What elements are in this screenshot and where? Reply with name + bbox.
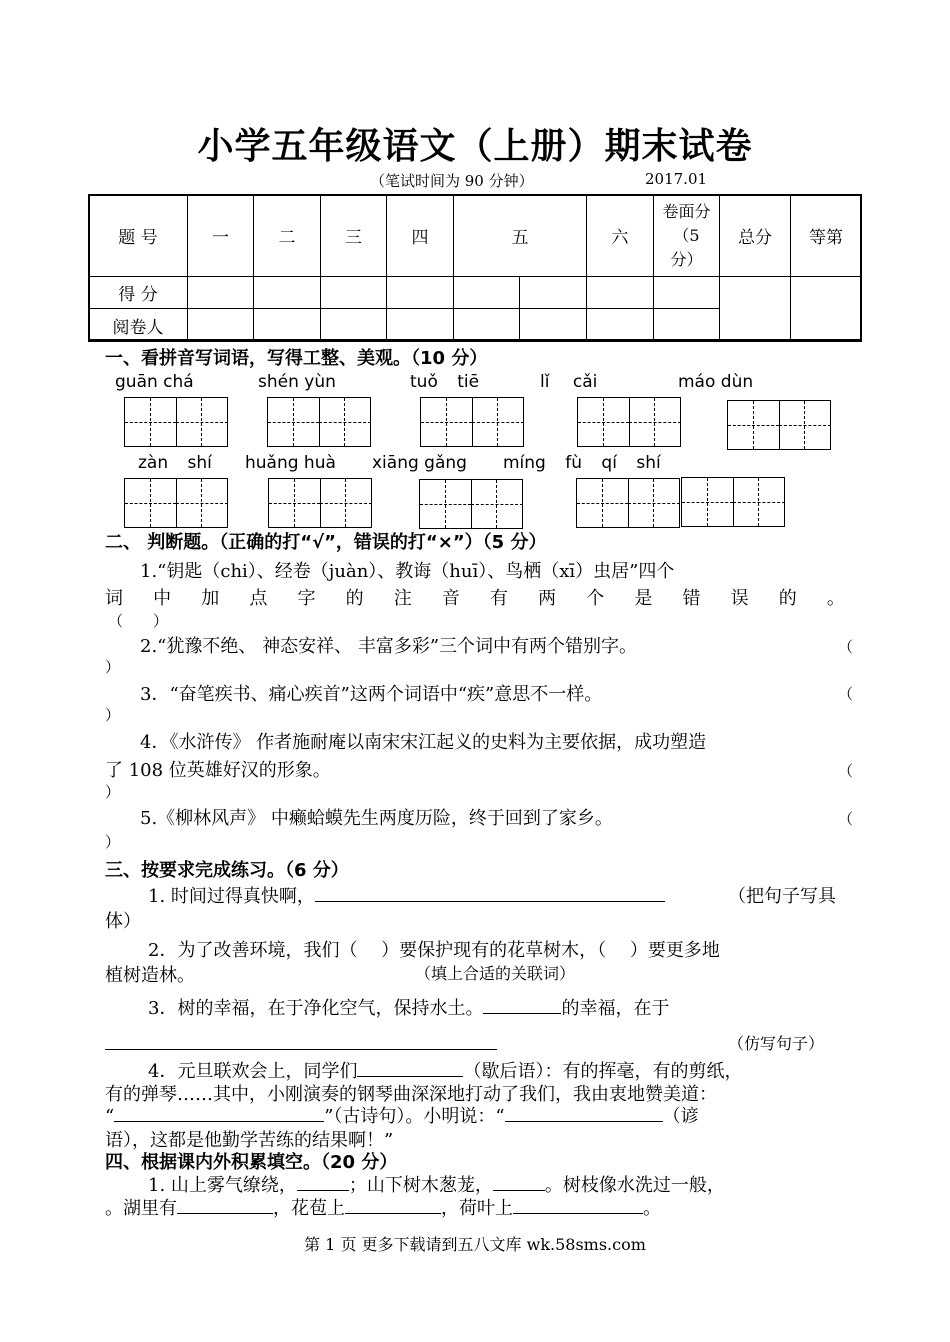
answer-blank[interactable] bbox=[483, 997, 561, 1014]
writing-box[interactable] bbox=[576, 478, 680, 528]
paren-close[interactable]: ） bbox=[105, 783, 121, 801]
appearance-line-1: 卷面分 bbox=[662, 201, 711, 221]
answer-blank[interactable] bbox=[505, 1105, 663, 1122]
answer-blank[interactable] bbox=[513, 1197, 643, 1214]
paren-close[interactable]: ） bbox=[105, 833, 121, 851]
paren-open[interactable]: （ bbox=[838, 762, 854, 780]
col-1: 一 bbox=[188, 195, 254, 277]
score-cell[interactable] bbox=[454, 277, 520, 309]
exercise-q4-line3: “ ”（古诗句）。小明说：“ （谚 bbox=[105, 1106, 699, 1127]
writing-box[interactable] bbox=[267, 397, 371, 447]
answer-blank[interactable] bbox=[357, 1060, 463, 1077]
section-3-heading: 三、按要求完成练习。（6 分） bbox=[105, 860, 349, 881]
pinyin: xiāng gǎng bbox=[372, 453, 467, 473]
judge-q5: 5.《柳林风声》 中癞蛤蟆先生两度历险，终于回到了家乡。 bbox=[140, 808, 613, 829]
appearance-line-2: （5 bbox=[673, 225, 700, 245]
judge-q1-line2: 词 中 加 点 字 的 注 音 有 两 个 是 错 误 的 。 bbox=[105, 588, 845, 609]
col-total: 总分 bbox=[720, 195, 791, 277]
col-2: 二 bbox=[254, 195, 321, 277]
grader-cell[interactable] bbox=[654, 309, 720, 342]
answer-blank[interactable] bbox=[114, 1105, 324, 1122]
row-grader-label: 阅卷人 bbox=[89, 309, 188, 342]
writing-box[interactable] bbox=[681, 477, 785, 527]
score-cell[interactable] bbox=[654, 277, 720, 309]
col-label: 题 号 bbox=[89, 195, 188, 277]
judge-q4-line1: 4．《水浒传》 作者施耐庵以南宋宋江起义的史料为主要依据，成功塑造 bbox=[140, 732, 707, 753]
section-2-heading: 二、 判断题。（正确的打“√”，错误的打“×”）（5 分） bbox=[105, 532, 547, 553]
writing-box[interactable] bbox=[727, 400, 831, 450]
exercise-q1-cont: 体） bbox=[105, 911, 141, 932]
exercise-q2-line1: 2．为了改善环境，我们（ ）要保护现有的花草树木，（ ）要更多地 bbox=[148, 940, 720, 961]
grade-cell[interactable] bbox=[791, 277, 862, 342]
answer-blank[interactable] bbox=[177, 1197, 273, 1214]
row-score-label: 得 分 bbox=[89, 277, 188, 309]
score-table bbox=[88, 194, 862, 342]
answer-blank[interactable] bbox=[493, 1174, 545, 1191]
grader-cell[interactable] bbox=[254, 309, 321, 342]
grader-cell[interactable] bbox=[188, 309, 254, 342]
col-3: 三 bbox=[321, 195, 387, 277]
grader-cell[interactable] bbox=[454, 309, 520, 342]
judge-q2: 2.“犹豫不绝、 神态安祥、 丰富多彩”三个词中有两个错别字。 bbox=[140, 636, 638, 657]
paren-open[interactable]: （ bbox=[838, 810, 854, 828]
appearance-line-3: 分） bbox=[670, 249, 703, 269]
section-4-heading: 四、根据课内外积累填空。（20 分） bbox=[105, 1152, 398, 1173]
pinyin: guān chá bbox=[115, 372, 194, 392]
total-cell[interactable] bbox=[720, 277, 791, 342]
writing-box[interactable] bbox=[124, 397, 228, 447]
score-cell[interactable] bbox=[520, 277, 587, 309]
paren-open[interactable]: （ bbox=[838, 638, 854, 656]
pinyin: tuǒ tiē bbox=[410, 372, 480, 392]
score-cell[interactable] bbox=[587, 277, 654, 309]
col-5: 五 bbox=[454, 195, 587, 277]
judge-q3: 3．“奋笔疾书、痛心疾首”这两个词语中“疾”意思不一样。 bbox=[140, 684, 603, 705]
score-cell[interactable] bbox=[387, 277, 454, 309]
exercise-q2-note: （填上合适的关联词） bbox=[415, 964, 576, 983]
pinyin: lǐ cǎi bbox=[540, 372, 598, 392]
exercise-q4-line1: 4．元旦联欢会上，同学们 （歇后语）：有的挥毫，有的剪纸， bbox=[148, 1061, 743, 1082]
section-1-heading: 一、看拼音写词语，写得工整、美观。（10 分） bbox=[105, 348, 488, 369]
exercise-q4-line2: 有的弹琴……其中，小刚演奏的钢琴曲深深地打动了我们，我由衷地赞美道： bbox=[105, 1084, 717, 1105]
pinyin: zàn shí bbox=[138, 453, 212, 473]
writing-box[interactable] bbox=[420, 397, 524, 447]
exercise-q4-line4: 语），这都是他勤学苦练的结果啊！” bbox=[105, 1130, 394, 1151]
pinyin: shén yùn bbox=[258, 372, 336, 392]
exercise-q1-note: （把句子写具 bbox=[728, 886, 836, 907]
score-cell[interactable] bbox=[188, 277, 254, 309]
paren-open[interactable]: （ bbox=[838, 685, 854, 703]
pinyin: máo dùn bbox=[678, 372, 754, 392]
grader-cell[interactable] bbox=[587, 309, 654, 342]
pinyin: míng fù qí shí bbox=[503, 453, 661, 473]
writing-box[interactable] bbox=[419, 479, 523, 529]
fill-q1-line2: 。湖里有 ，花苞上 ，荷叶上 。 bbox=[105, 1198, 661, 1219]
page-title: 小学五年级语文（上册）期末试卷 bbox=[197, 126, 753, 167]
answer-paren-q1[interactable]: （ ） bbox=[108, 612, 169, 630]
col-6: 六 bbox=[587, 195, 654, 277]
grader-cell[interactable] bbox=[321, 309, 387, 342]
exam-date: 2017.01 bbox=[645, 170, 708, 188]
answer-blank[interactable] bbox=[315, 885, 665, 902]
answer-blank[interactable] bbox=[345, 1197, 441, 1214]
exercise-q3: 3．树的幸福，在于净化空气，保持水土。 的幸福，在于 bbox=[148, 998, 670, 1019]
judge-q1-line1: 1.“钥匙（chi）、经卷（juàn）、教诲（huī）、鸟栖（xī）虫居”四个 bbox=[140, 561, 675, 582]
paren-close[interactable]: ） bbox=[105, 706, 121, 724]
page-footer: 第 1 页 更多下载请到五八文库 wk.58sms.com bbox=[304, 1235, 646, 1254]
fill-q1-line1: 1. 山上雾气缭绕， ；山下树木葱茏， 。树枝像水洗过一般， bbox=[148, 1175, 725, 1196]
exercise-q2-line2: 植树造林。 bbox=[105, 965, 195, 986]
grader-cell[interactable] bbox=[387, 309, 454, 342]
writing-box[interactable] bbox=[124, 478, 228, 528]
paren-close[interactable]: ） bbox=[105, 658, 121, 676]
pinyin: huǎng huà bbox=[245, 453, 336, 473]
col-4: 四 bbox=[387, 195, 454, 277]
writing-box[interactable] bbox=[577, 397, 681, 447]
answer-blank[interactable] bbox=[297, 1174, 349, 1191]
col-grade: 等第 bbox=[791, 195, 862, 277]
judge-q4-line2: 了 108 位英雄好汉的形象。 bbox=[105, 760, 331, 781]
score-cell[interactable] bbox=[321, 277, 387, 309]
exercise-q3-note: （仿写句子） bbox=[728, 1034, 825, 1053]
writing-box[interactable] bbox=[268, 478, 372, 528]
score-cell[interactable] bbox=[254, 277, 321, 309]
grader-cell[interactable] bbox=[520, 309, 587, 342]
col-appearance bbox=[654, 195, 720, 277]
exam-duration: （笔试时间为 90 分钟） bbox=[370, 172, 534, 190]
answer-line[interactable] bbox=[105, 1049, 497, 1050]
exercise-q1: 1. 时间过得真快啊， bbox=[148, 882, 665, 908]
